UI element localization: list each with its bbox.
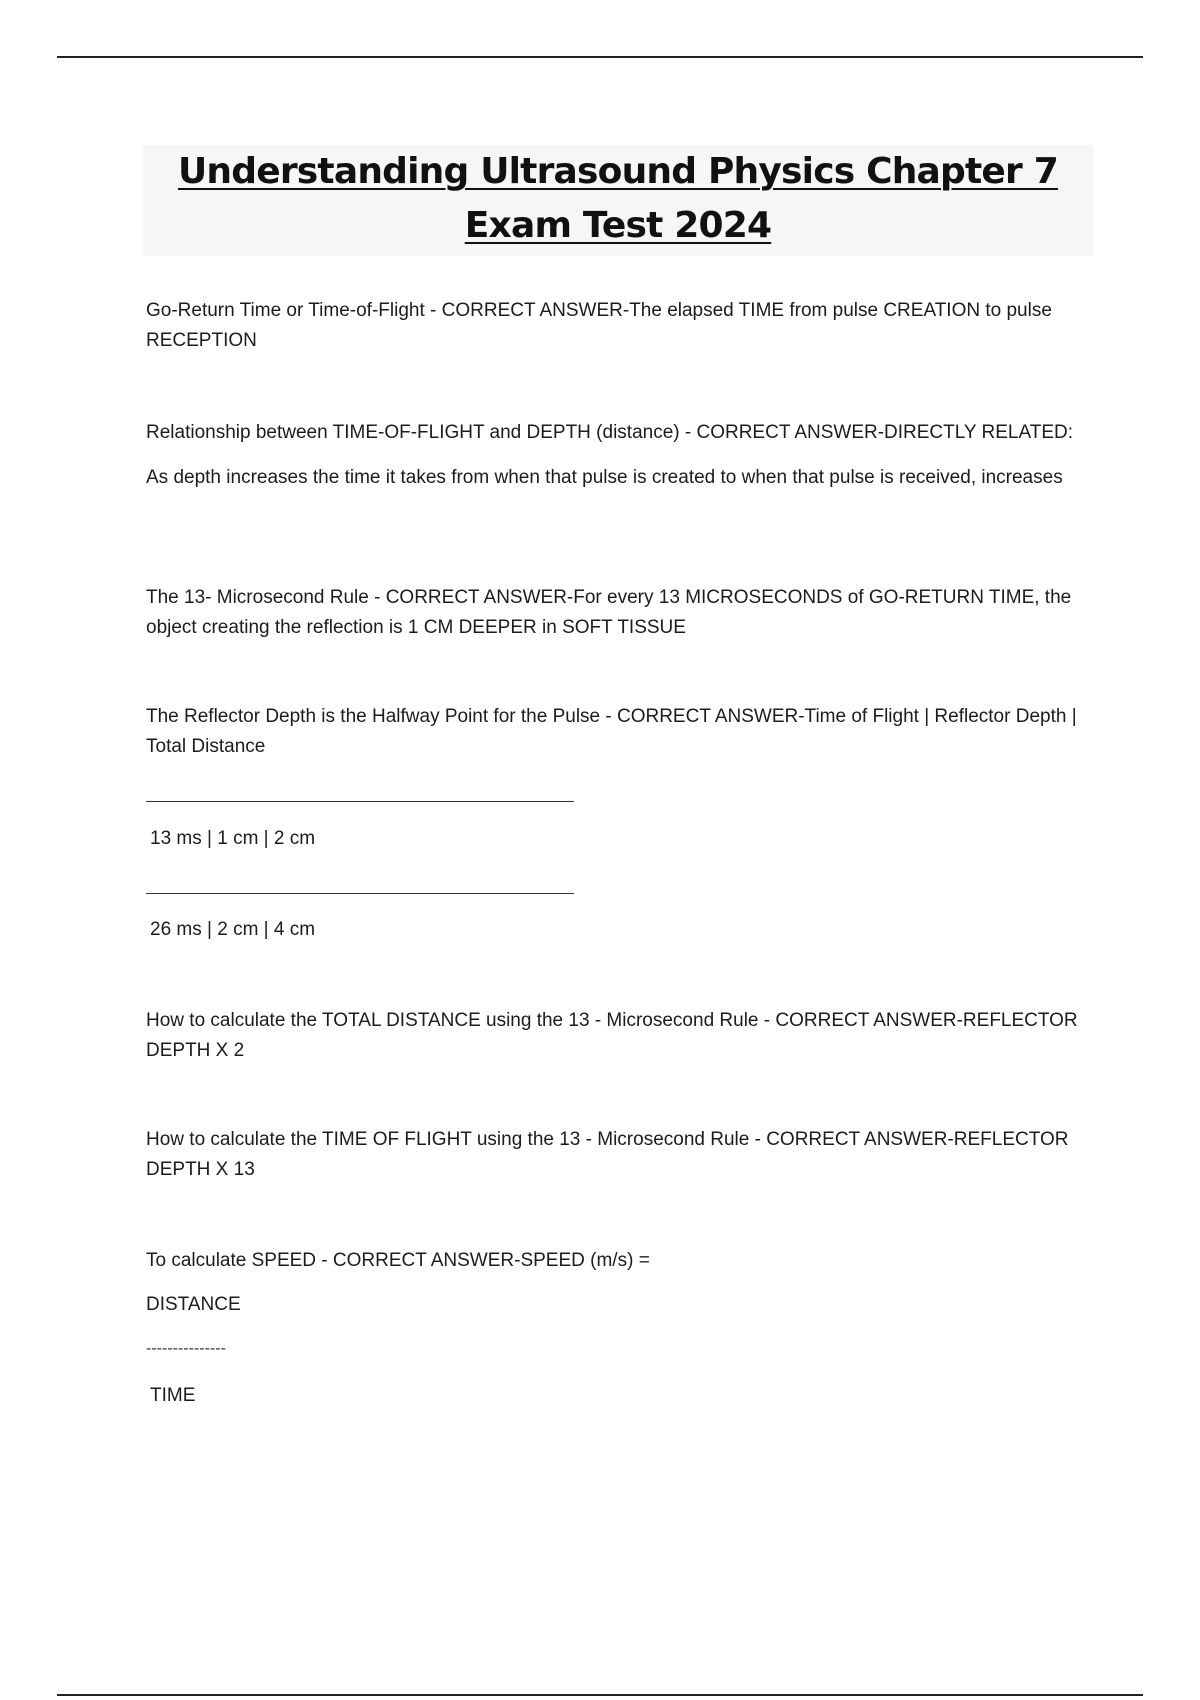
fraction-numerator: DISTANCE (146, 1294, 241, 1315)
qa-total-distance: How to calculate the TOTAL DISTANCE using the 13 - Microsecond Rule - CORRECT ANSWER-REFLECTOR DEPTH X 2 (146, 1010, 1078, 1061)
title-banner (143, 145, 1093, 256)
qa-reflector-depth-halfway: The Reflector Depth is the Halfway Point for the Pulse - CORRECT ANSWER-Time of Flight | Reflector Depth | Total Distance (146, 706, 1077, 757)
table-divider-1 (146, 801, 574, 802)
qa-time-of-flight-calc: How to calculate the TIME OF FLIGHT using the 13 - Microsecond Rule - CORRECT ANSWER-REFLECTOR DEPTH X 13 (146, 1129, 1069, 1180)
bottom-rule (57, 1694, 1143, 1696)
fraction-denominator: TIME (150, 1385, 196, 1406)
qa-13-microsecond-rule: The 13- Microsecond Rule - CORRECT ANSWER-For every 13 MICROSECONDS of GO-RETURN TIME, the object creating the reflection is 1 CM DEEPER in SOFT TISSUE (146, 587, 1072, 638)
qa-depth-explanation: As depth increases the time it takes from when that pulse is created to when that pulse is received, increases (146, 467, 1063, 488)
qa-time-of-flight-depth: Relationship between TIME-OF-FLIGHT and DEPTH (distance) - CORRECT ANSWER-DIRECTLY RELATED: (146, 422, 1074, 443)
document-title-line-1: Understanding Ultrasound Physics Chapter 7 (178, 151, 1058, 192)
document-title-line-2: Exam Test 2024 (464, 205, 772, 246)
qa-speed: To calculate SPEED - CORRECT ANSWER-SPEED (m/s) = (146, 1250, 650, 1271)
top-rule (57, 56, 1143, 58)
table-row-2: 26 ms | 2 cm | 4 cm (150, 919, 316, 940)
fraction-bar: --------------- (146, 1340, 226, 1357)
table-divider-2 (146, 893, 574, 894)
table-row-1: 13 ms | 1 cm | 2 cm (150, 828, 316, 849)
qa-go-return-time: Go-Return Time or Time-of-Flight - CORRECT ANSWER-The elapsed TIME from pulse CREATION to pulse RECEPTION (146, 300, 1052, 351)
